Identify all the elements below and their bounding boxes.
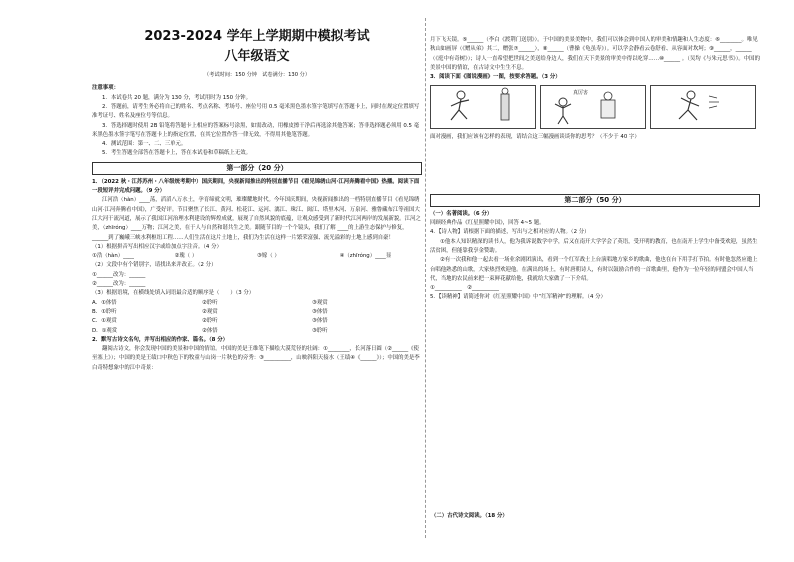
q4-intro: 4．【诗人物】请根据下面的描述，写出与之相对应的人物。（2 分） — [430, 229, 590, 236]
q1-sub1-opt: ②瑰（ ） — [174, 253, 198, 260]
q4-description-a: ①他本人知识精深的读书人，他为我诉说数学中学，后又在南开大学学会了英语，受开明的教育，也在南开上学生中备受欢迎，虽然生活贫困，但能靠我享金赞助。 — [430, 238, 758, 254]
comic-speech-text: 真厉害 — [573, 90, 589, 97]
q1-sub1-opt: ③嫁（ ） — [257, 253, 280, 260]
option-text: ②体悟 — [202, 327, 218, 334]
option-text: ②观赏 — [202, 308, 218, 315]
part2-heading: 第二部分（50 分） — [430, 194, 760, 207]
q1-sub3-option-b — [92, 308, 422, 317]
comic-panel-2 — [540, 85, 646, 129]
exam-meta: （考试时间：150 分钟 试卷满分：130 分） — [203, 72, 311, 79]
q2-intro: 2．默写古诗文名句，并写出相应的作家、篇名。（8 分） — [92, 336, 229, 343]
q1-sub2: （2）文段中有个错别字，请找出来并改正。（2 分） — [92, 262, 217, 269]
section1-heading: （一）名著阅读。（6 分） — [430, 210, 493, 217]
q1-sub3: （3）根据语境，在横线处填入词语最合适的顺序是（ ）（3 分） — [92, 290, 255, 297]
q4-answers: ①__________ ②__________ — [430, 285, 499, 292]
q1-sub2-line: ②______改为：______ — [92, 281, 146, 288]
comic-panel-1 — [430, 85, 536, 129]
q2-text: 翻阅古诗文，你会发现中国的美景和中国的情谊。中国的美是王维笔下描绘大漠荒径的壮阔：①________，长河落日圆（②______《使至塞上》）；中国的美是王绩口中秋色下的牧童与山岗一片秋色的旁秀：③__________，山映斜阳天接水（王绩④《______》）；中国的美是李白奇特想象中的江中奇景： — [92, 346, 420, 371]
cheering-figure-icon — [541, 86, 645, 128]
option-text: D．①观赏 — [92, 327, 118, 334]
section1-intro: 回顾经典作品《红星照耀中国》，回答 4~5 题。 — [430, 220, 545, 227]
note-item: 2．答题前，请考生务必将自己的姓名、考点名称、考场号、座位号用 0.5 毫米黑色墨水签字笔填写在答题卡上，同时在规定位置填写准考证号、姓名及座位号等信息。 — [92, 103, 420, 120]
notes-heading: 注意事项： — [92, 85, 119, 92]
option-text: B．①聆听 — [92, 308, 117, 315]
option-text: ②聆听 — [202, 318, 218, 325]
comic-strip — [430, 85, 760, 129]
q3-intro: 3．阅读下面《图说漫画》一图，按要求答题。（3 分） — [430, 74, 561, 81]
q2-continued: 月下飞天镜。⑤______（李白《渡荆门送别》）。于中国的美景美物中，我们可以体会到中国人的审美和情趣和人生态度：⑥________。唯见秋山如画屏（《赠从弟》其二，赠张⑦______），⑧______（曹操《龟虽寿》）。可以学会静看云卷舒看、从容面对坎坷；⑨______，______（《庭中有奇树》）；诗人一直希望把世间之美送给身边人，我们在天下美景的审美中得以吃穿……⑩______ 。（吴均《与朱元思书》）。中国的美景中国的情谊，在古诗文中生生不息。 — [430, 37, 760, 71]
option-text: ③体悟 — [312, 308, 328, 315]
q1-sub3-option-c — [92, 317, 422, 326]
section2-heading: （二）古代诗文阅读。（18 分） — [431, 513, 508, 519]
option-text: ②聆听 — [202, 299, 218, 306]
q1-sub1: （1）根据拼音写出相应汉字或给加点字注音。（4 分） — [92, 243, 222, 250]
option-text: ③观赏 — [312, 299, 328, 306]
answer-space — [430, 143, 760, 191]
column-divider — [425, 18, 427, 538]
option-text: ③聆听 — [312, 327, 328, 334]
q4-description-b: ②有一次我和他一起去看一场业余剧团演出，看到一个红军战士上台演唱地方家乡的歌曲，他也在台下用手打节拍。有时他忽然应邀上台唱他熟悉的山歌，大家热烈欢迎他。在满出的场上，有时唐朝诗人，有时以鼓励合作的一首歌曲里，他作为一位年轻的同盟会中国人当代，当地的农民前来把一束鲜花献给他，我就给大家做了一下介绍。 — [430, 257, 758, 282]
option-text: C．①观赏 — [92, 318, 117, 325]
note-item: 1．本试卷共 20 题，满分为 130 分，考试用时为 150 分钟。 — [102, 94, 251, 101]
option-text: ③体悟 — [312, 318, 328, 325]
q1-sub1-opt: ①浩（hàn）____ — [92, 253, 134, 260]
running-figure-icon — [431, 86, 535, 128]
exam-title: 2023-2024 学年上学期期中模拟考试 — [144, 29, 370, 44]
q5-intro: 5．【读精神】请简述你对《红星照耀中国》中“红军精神”的理解。（4 分） — [430, 294, 606, 301]
q1-intro: 1．（2022 秋・江苏苏州・八年级统考期中）国庆期间，央视新闻推出的特别直播节目《看见锦绣山河·江河奔腾看中国》热播。阅读下面一段短评并完成问题。（9 分） — [92, 178, 420, 195]
note-item: 3．答选择题时使用 2B 铅笔将答题卡上相应的答案标号涂黑，如需改动，用橡皮擦干净后再选涂其他答案；答非选择题必须用 0.5 毫米黑色墨水签字笔写在答题卡上的指定位置，在其它位置作答一律无效，不得用其他笔答题。 — [92, 122, 420, 138]
q1-sub3-option-a — [92, 299, 422, 308]
q3-prompt: 面对漫画，我们应该有怎样的表现，请结合这三幅漫画谈谈你的思考？（不少于 40 字） — [430, 134, 640, 141]
q1-sub1-options — [92, 252, 422, 261]
comic-panel-3 — [650, 85, 756, 129]
q1-sub1-opt: ④（zhīróng）____显 — [339, 253, 392, 260]
option-text: A．①体悟 — [92, 299, 117, 306]
running-away-icon — [651, 86, 755, 128]
note-item: 5．考生答题全部答在答题卡上，答在本试卷和草稿纸上无效。 — [102, 150, 251, 157]
q1-passage: 江河浩（hàn）____荡，滔滔八万水土，孕育缔就文明，璀璨耀地时代。今年国庆期间，央视新闻推出的一档特别直播节目《看见锦绣山河·江河奔腾看中国》，广受好评。节目聚焦了长江、黄河、松花江、运河、漓江、珠江、闽江、塔里木河、万泉河、雅鲁藏布江等祖国大江大河干流河道，展示了我国江河治理水利建设的辉煌成就，展现了自然风貌的底蕴，让观众感受到了新时代江河两岸的发展新貌。江河之美，（zhīróng）____万物；江河之美，在于人与自然和谐共生之美。跟随节目的一个个镜头，我们了解 ____的上游生态保护与修复，______到了巍峨三峡水利枢纽工程……人们生活在这片土地上，我们为生活在这样一片繁荣富强、流光溢彩的土地上感到自豪！ — [92, 197, 421, 241]
exam-subtitle: 八年级语文 — [224, 49, 290, 64]
part1-heading: 第一部分（20 分） — [92, 162, 422, 175]
note-item: 4．测试范围：第一、二、三单元。 — [102, 141, 187, 148]
q1-sub2-line: ①______改为：______ — [92, 271, 146, 278]
q1-sub3-option-d — [92, 327, 422, 336]
right-column — [430, 36, 760, 303]
left-column — [92, 28, 422, 373]
